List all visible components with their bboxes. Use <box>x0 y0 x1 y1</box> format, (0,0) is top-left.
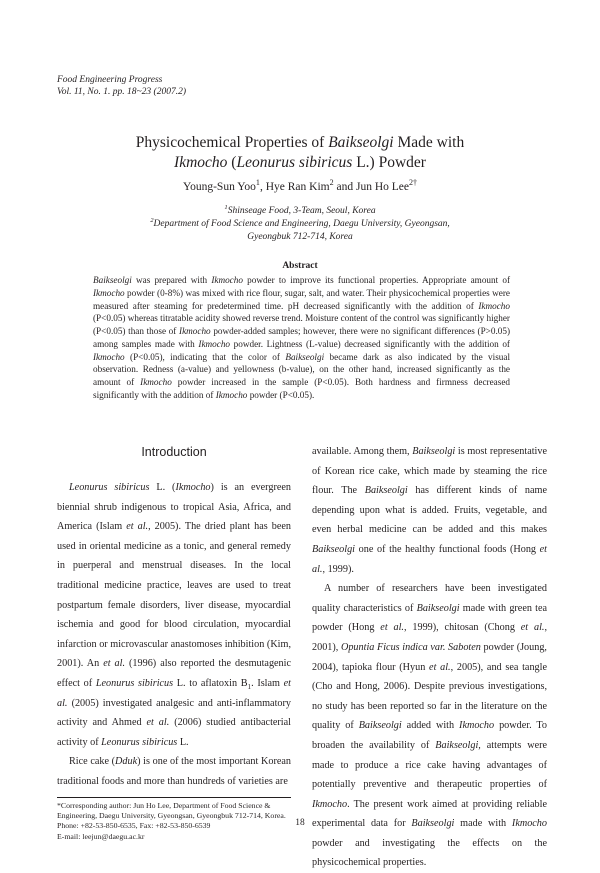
footnote-line-1: *Corresponding author: Jun Ho Lee, Department of Food Science & Engineering, Daegu University, Gyeongsan, Gyeongbuk 712-714, Korea. <box>57 801 286 821</box>
affiliation-2-cont: Gyeongbuk 712-714, Korea <box>247 232 353 242</box>
journal-name: Food Engineering Progress <box>57 75 163 85</box>
footnote-divider <box>57 797 291 798</box>
right-paragraph-2: A number of researchers have been investigated quality characteristics of Baikseolgi made with green tea powder (Hong et al., 1999), chitosan (Chong et al., 2001), Opuntia Ficus indica var. Saboten powder (Joung, 2004), tapioka flour (Hyun et al., 2005), and sea tangle (Cho and Hong, 2006). Despite previous investigations, no study has been reported so far in the literature on the quality of Baikseolgi added with Ikmocho powder. To broaden the availability of Baikseolgi, attempts were made to produce a rice cake having advantages of potentially preventive and therapeutic properties of Ikmocho. The present work aimed at providing reliable experimental data for Baikseolgi made with Ikmocho powder and investigating the effects on the physicochemical properties. <box>312 583 548 869</box>
page-number: 18 <box>295 818 305 828</box>
abstract-body: Baikseolgi was prepared with Ikmocho powder to improve its functional properties. Appropriate amount of Ikmocho powder (0-8%) was mixed with rice flour, sugar, salt, and water. Their physicochemical properties were measured after steaming for predetermined time. pH decreased significantly with the addition of Ikmocho (P<0.05) whereas titratable acidity showed reverse trend. Moisture content of the control was significantly higher (P<0.05) than those of Ikmocho powder-added samples; however, there were no significant differences (P>0.05) among samples made with Ikmocho powder. Lightness (L-value) decreased significantly with the addition of Ikmocho (P<0.05), indicating that the color of Baikseolgi became dark as also indicated by the visual observation. Redness (a-value) and yellowness (b-value), on the other hand, increased significantly as the amount of Ikmocho powder increased in the sample (P<0.05). Both hardness and firmness decreased significantly with the addition of Ikmocho powder (P<0.05). <box>93 275 511 400</box>
right-paragraph-1: available. Among them, Baikseolgi is most representative of Korean rice cake, which made by steaming the rice flour. The Baikseolgi has different kinds of name depending upon what is added. Fruits, vegetable, and even herbal medicine can be added and this makes Baikseolgi one of the healthy functional foods (Hong et al., 1999). <box>312 446 547 575</box>
intro-paragraph-2: Rice cake (Dduk) is one of the most important Korean traditional foods and more than hundreds of varieties are <box>57 756 291 787</box>
affiliations <box>60 205 540 244</box>
affiliation-2: $^2$Department of Food Science and Engineering, Daegu University, Gyeongsan, <box>150 216 450 229</box>
affiliation-1: $^1$Shinseage Food, 3-Team, Seoul, Korea <box>224 203 376 216</box>
footnote-phone: Phone: +82-53-850-6535, Fax: +82-53-850-6539 <box>57 821 211 831</box>
journal-header <box>57 74 186 98</box>
title-line-1: Physicochemical Properties of Baikseolgi Made with <box>135 134 465 151</box>
author-2: Hye Ran Kim <box>265 181 330 193</box>
right-column <box>312 442 547 873</box>
abstract-heading: Abstract <box>282 261 318 271</box>
author-1: Young-Sun Yoo <box>182 181 256 193</box>
author-list: Young-Sun Yoo$^1$, Hye Ran Kim$^2$ and Jun Ho Lee$^{2\dagger}$ <box>182 178 418 193</box>
title-line-2: Ikmocho (Leonurus sibiricus L.) Powder <box>174 154 426 171</box>
intro-paragraph-1: Leonurus sibiricus L. (Ikmocho) is an evergreen biennial shrub indigenous to tropical Asia, Africa, and America (Islam et al., 2005). The dried plant has been used in oriental medicine as a tonic, and general remedy in puerperal and menstrual diseases. In the local traditional medicine practice, leaves are used to treat postpartum female disorders, liver disease, myocardial ischemia and good for blood circulation, myocardial infarction or microvascular anastomoses inhibition (Kim, 2001). An et al. (1996) also reported the desmutagenic effect of Leonurus sibiricus L. to aflatoxin $B_1$. Islam et al. (2005) investigated analgesic and anti-inflammatory activity and Ahmed et al. (2006) studied antibacterial activity of Leonurus sibiricus L. <box>57 482 291 748</box>
section-heading-introduction: Introduction <box>141 445 207 459</box>
journal-volume: Vol. 11, No. 1. pp. 18~23 (2007.2) <box>57 87 186 97</box>
left-column <box>57 442 291 792</box>
paper-title <box>60 133 540 173</box>
author-3: Jun Ho Lee <box>355 181 409 193</box>
footnote-email: E-mail: leejun@daegu.ac.kr <box>57 831 145 841</box>
